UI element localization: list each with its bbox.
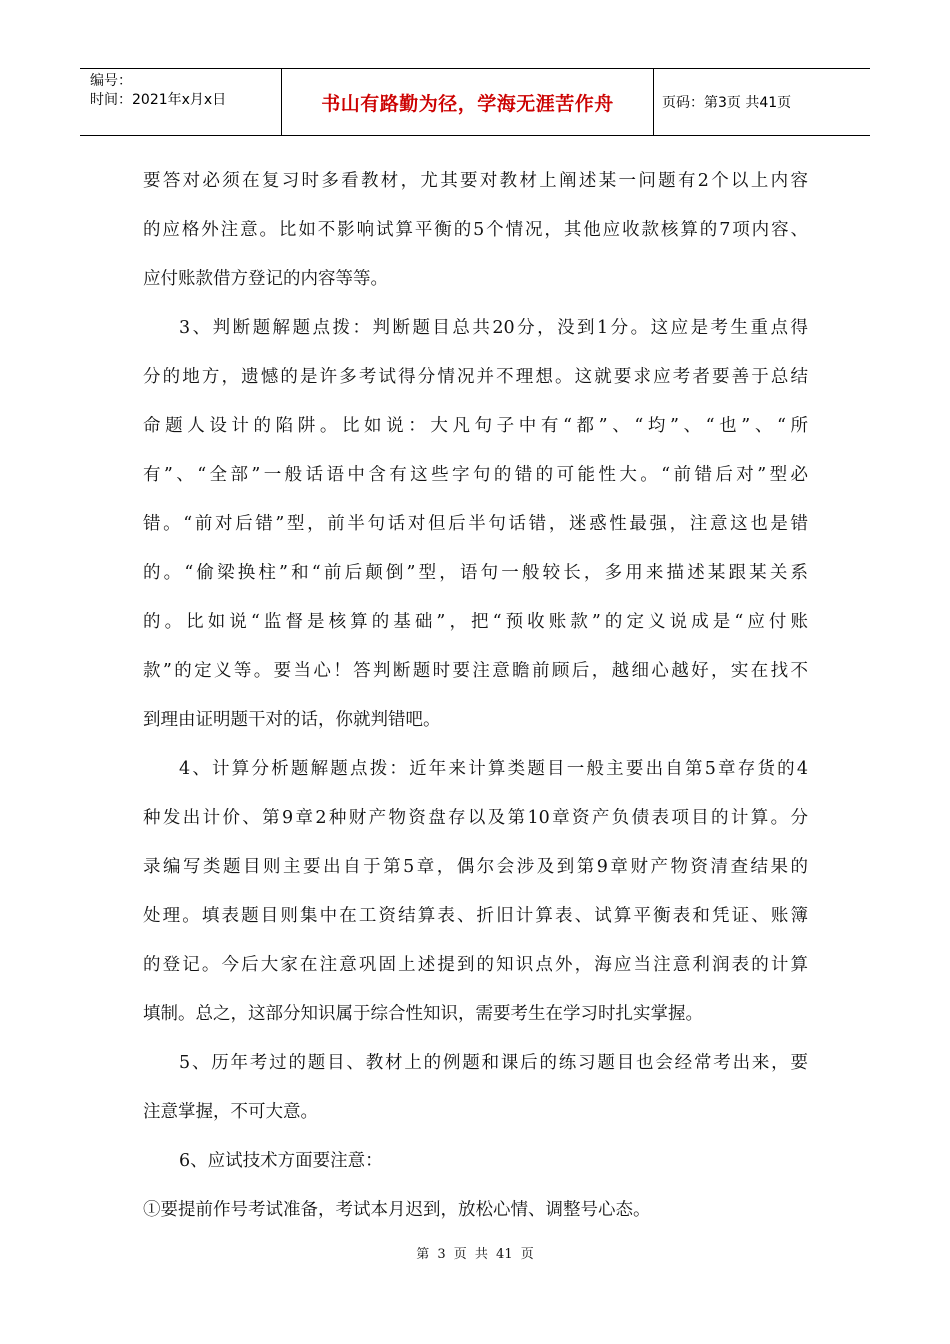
body-line: 种发出计价、第9章2种财产物资盘存以及第10章资产负债表项目的计算。分 — [143, 808, 808, 828]
header-meta — [80, 69, 282, 135]
body-line: 要答对必须在复习时多看教材，尤其要对教材上阐述某一问题有2个以上内容 — [143, 171, 808, 191]
body-line: 的。比如说“监督是核算的基础”，把“预收账款”的定义说成是“应付账 — [143, 612, 808, 632]
body-line: 错。“前对后错”型，前半句话对但后半句话错，迷惑性最强，注意这也是错 — [143, 514, 808, 534]
page-footer: 第 3 页 共 41 页 — [416, 1247, 534, 1262]
body-line: 4、计算分析题解题点拨：近年来计算类题目一般主要出自第5章存货的4 — [179, 759, 808, 779]
body-line: 填制。总之，这部分知识属于综合性知识，需要考生在学习时扎实掌握。 — [143, 1004, 703, 1024]
header-number-label: 编号： — [90, 73, 132, 89]
body-line: 处理。填表题目则集中在工资结算表、折旧计算表、试算平衡表和凭证、账簿 — [143, 906, 808, 926]
body-line: 的应格外注意。比如不影响试算平衡的5个情况，其他应收款核算的7项内容、 — [143, 220, 808, 240]
body-line: 5、历年考过的题目、教材上的例题和课后的练习题目也会经常考出来，要 — [179, 1053, 808, 1073]
header-page-info: 页码：第3页 共41页 — [662, 95, 792, 111]
body-line: 6、应试技术方面要注意： — [179, 1151, 383, 1171]
body-line: ①要提前作号考试准备，考试本月迟到，放松心情、调整号心态。 — [143, 1200, 651, 1220]
document-body — [143, 157, 808, 1235]
body-line: 3、判断题解题点拨：判断题目总共20分，没到1分。这应是考生重点得 — [179, 318, 808, 338]
page-header — [80, 68, 870, 136]
body-line: 款”的定义等。要当心！答判断题时要注意瞻前顾后，越细心越好，实在找不 — [143, 661, 808, 681]
body-line: 的登记。今后大家在注意巩固上述提到的知识点外，海应当注意利润表的计算 — [143, 955, 808, 975]
body-line: 有”、“全部”一般话语中含有这些字句的错的可能性大。“前错后对”型必 — [143, 465, 808, 485]
body-line: 到理由证明题干对的话，你就判错吧。 — [143, 710, 441, 730]
body-line: 命题人设计的陷阱。比如说：大凡句子中有“都”、“均”、“也”、“所 — [143, 416, 808, 436]
body-line: 的。“偷梁换柱”和“前后颠倒”型，语句一般较长，多用来描述某跟某关系 — [143, 563, 808, 583]
body-line: 注意掌握，不可大意。 — [143, 1102, 318, 1122]
body-line: 分的地方，遗憾的是许多考试得分情况并不理想。这就要求应考者要善于总结 — [143, 367, 808, 387]
header-motto: 书山有路勤为径，学海无涯苦作舟 — [282, 69, 654, 135]
body-line: 录编写类题目则主要出自于第5章，偶尔会涉及到第9章财产物资清查结果的 — [143, 857, 808, 877]
header-time-label: 时间：2021年x月x日 — [90, 92, 227, 108]
body-line: 应付账款借方登记的内容等等。 — [143, 269, 388, 289]
